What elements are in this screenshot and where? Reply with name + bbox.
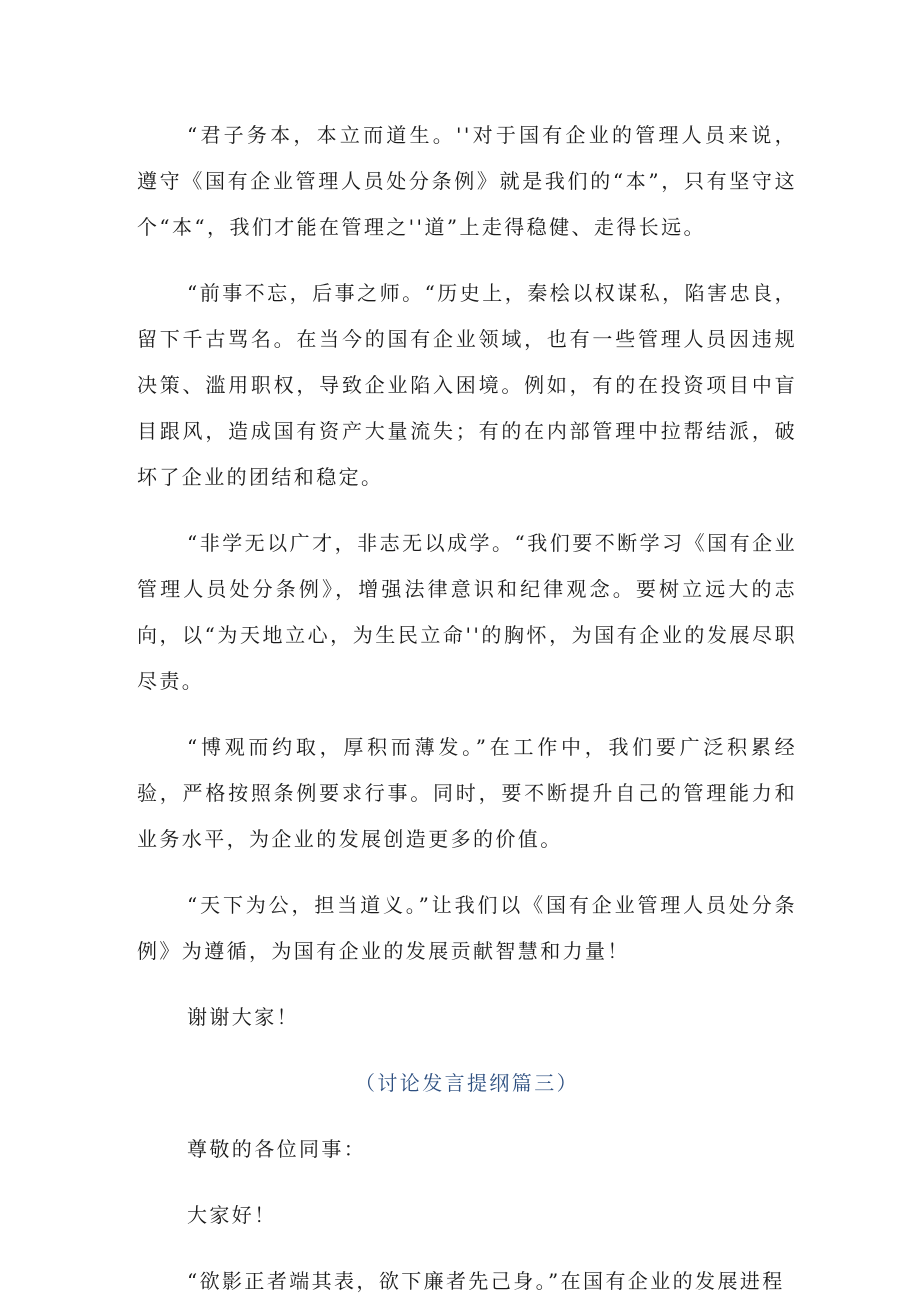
paragraph-1: “君子务本，本立而道生。''对于国有企业的管理人员来说，遵守《国有企业管理人员处分条例》就是我们的“本”，只有坚守这个“本“，我们才能在管理之''道”上走得稳健、走得长远。 — [137, 123, 797, 239]
document-body — [137, 112, 797, 1304]
paragraph-3: “非学无以广才，非志无以成学。“我们要不断学习《国有企业管理人员处分条例》，增强法律意识和纪律观念。要树立远大的志向，以“为天地立心，为生民立命''的胸怀，为国有企业的发展尽职尽责。 — [137, 531, 797, 693]
closing-thanks: 谢谢大家！ — [187, 1005, 299, 1029]
section-heading: （讨论发言提纲篇三） — [355, 1071, 579, 1095]
greeting: 大家好！ — [187, 1203, 277, 1227]
paragraph-5: “天下为公，担当道义。”让我们以《国有企业管理人员处分条例》为遵循，为国有企业的发展贡献智慧和力量！ — [137, 893, 797, 963]
paragraph-2: “前事不忘，后事之师。“历史上，秦桧以权谋私，陷害忠良，留下千古骂名。在当今的国有企业领域，也有一些管理人员因违规决策、滥用职权，导致企业陷入困境。例如，有的在投资项目中盲目跟风，造成国有资产大量流失；有的在内部管理中拉帮结派，破坏了企业的团结和稳定。 — [137, 281, 797, 489]
salutation: 尊敬的各位同事： — [187, 1137, 367, 1161]
final-paragraph: “欲影正者端其表，欲下廉者先己身。”在国有企业的发展进程 — [187, 1269, 785, 1293]
paragraph-4: “博观而约取，厚积而薄发。”在工作中，我们要广泛积累经验，严格按照条例要求行事。同时，要不断提升自己的管理能力和业务水平，为企业的发展创造更多的价值。 — [137, 735, 797, 851]
